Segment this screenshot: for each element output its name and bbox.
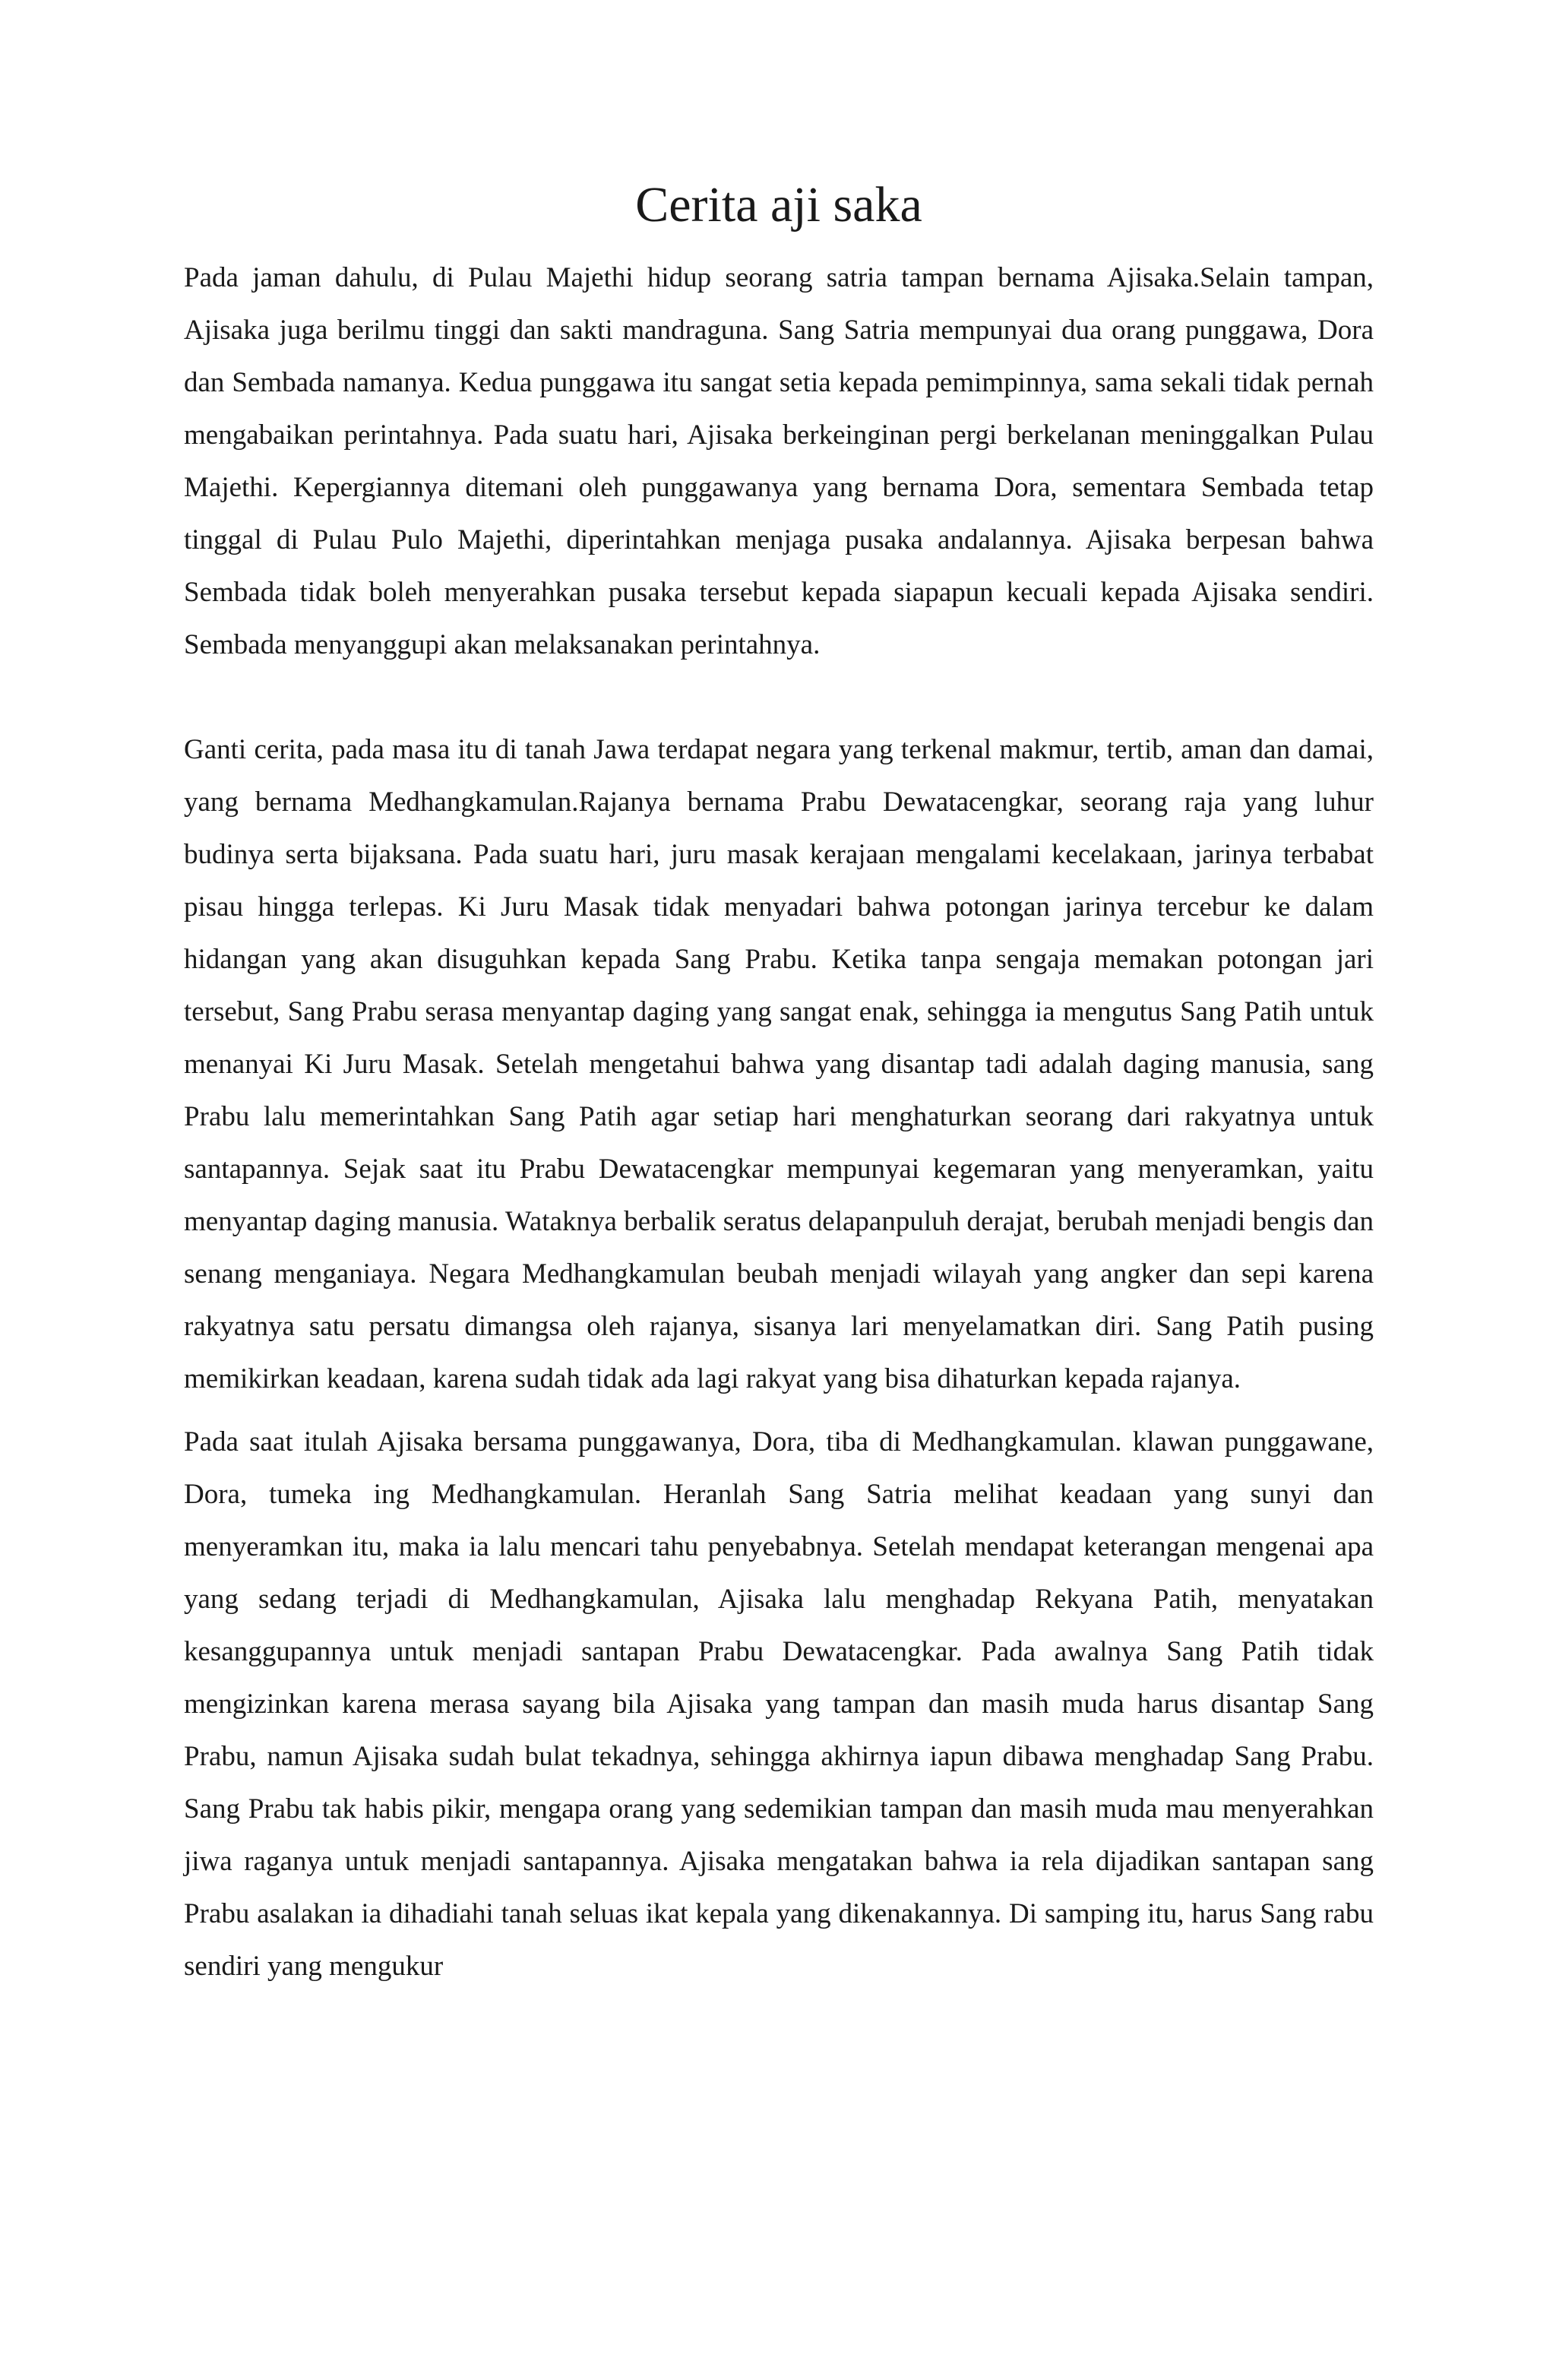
paragraph-3: Pada saat itulah Ajisaka bersama punggawanya, Dora, tiba di Medhangkamulan. klawan punggawane, Dora, tumeka ing Medhangkamulan. Heranlah Sang Satria melihat keadaan yang sunyi dan menyeramkan itu, maka ia lalu mencari tahu penyebabnya. Setelah mendapat keterangan mengenai apa yang sedang terjadi di Medhangkamulan, Ajisaka lalu menghadap Rekyana Patih, menyatakan kesanggupannya untuk menjadi santapan Prabu Dewatacengkar. Pada awalnya Sang Patih tidak mengizinkan karena merasa sayang bila Ajisaka yang tampan dan masih muda harus disantap Sang Prabu, namun Ajisaka sudah bulat tekadnya, sehingga akhirnya iapun dibawa menghadap Sang Prabu. Sang Prabu tak habis pikir, mengapa orang yang sedemikian tampan dan masih muda mau menyerahkan jiwa raganya untuk menjadi santapannya. Ajisaka mengatakan bahwa ia rela dijadikan santapan sang Prabu asalakan ia dihadiahi tanah seluas ikat kepala yang dikenakannya. Di samping itu, harus Sang rabu sendiri yang mengukur: [184, 1426, 1374, 1983]
paragraph-2: Ganti cerita, pada masa itu di tanah Jawa terdapat negara yang terkenal makmur, tertib, aman dan damai, yang bernama Medhangkamulan.Rajanya bernama Prabu Dewatacengkar, seorang raja yang luhur budinya serta bijaksana. Pada suatu hari, juru masak kerajaan mengalami kecelakaan, jarinya terbabat pisau hingga terlepas. Ki Juru Masak tidak menyadari bahwa potongan jarinya tercebur ke dalam hidangan yang akan disuguhkan kepada Sang Prabu. Ketika tanpa sengaja memakan potongan jari tersebut, Sang Prabu serasa menyantap daging yang sangat enak, sehingga ia mengutus Sang Patih untuk menanyai Ki Juru Masak. Setelah mengetahui bahwa yang disantap tadi adalah daging manusia, sang Prabu lalu memerintahkan Sang Patih agar setiap hari menghaturkan seorang dari rakyatnya untuk santapannya. Sejak saat itu Prabu Dewatacengkar mempunyai kegemaran yang menyeramkan, yaitu menyantap daging manusia. Wataknya berbalik seratus delapanpuluh derajat, berubah menjadi bengis dan senang menganiaya. Negara Medhangkamulan beubah menjadi wilayah yang angker dan sepi karena rakyatnya satu persatu dimangsa oleh rajanya, sisanya lari menyelamatkan diri. Sang Patih pusing memikirkan keadaan, karena sudah tidak ada lagi rakyat yang bisa dihaturkan kepada rajanya.: [184, 734, 1374, 1395]
document-content: [184, 175, 1374, 1992]
page-title: Cerita aji saka: [635, 177, 922, 233]
paragraph-1: Pada jaman dahulu, di Pulau Majethi hidup seorang satria tampan bernama Ajisaka.Selain tampan, Ajisaka juga berilmu tinggi dan sakti mandraguna. Sang Satria mempunyai dua orang punggawa, Dora dan Sembada namanya. Kedua punggawa itu sangat setia kepada pemimpinnya, sama sekali tidak pernah mengabaikan perintahnya. Pada suatu hari, Ajisaka berkeinginan pergi berkelanan meninggalkan Pulau Majethi. Kepergiannya ditemani oleh punggawanya yang bernama Dora, sementara Sembada tetap tinggal di Pulau Pulo Majethi, diperintahkan menjaga pusaka andalannya. Ajisaka berpesan bahwa Sembada tidak boleh menyerahkan pusaka tersebut kepada siapapun kecuali kepada Ajisaka sendiri. Sembada menyanggupi akan melaksanakan perintahnya.: [184, 262, 1374, 661]
